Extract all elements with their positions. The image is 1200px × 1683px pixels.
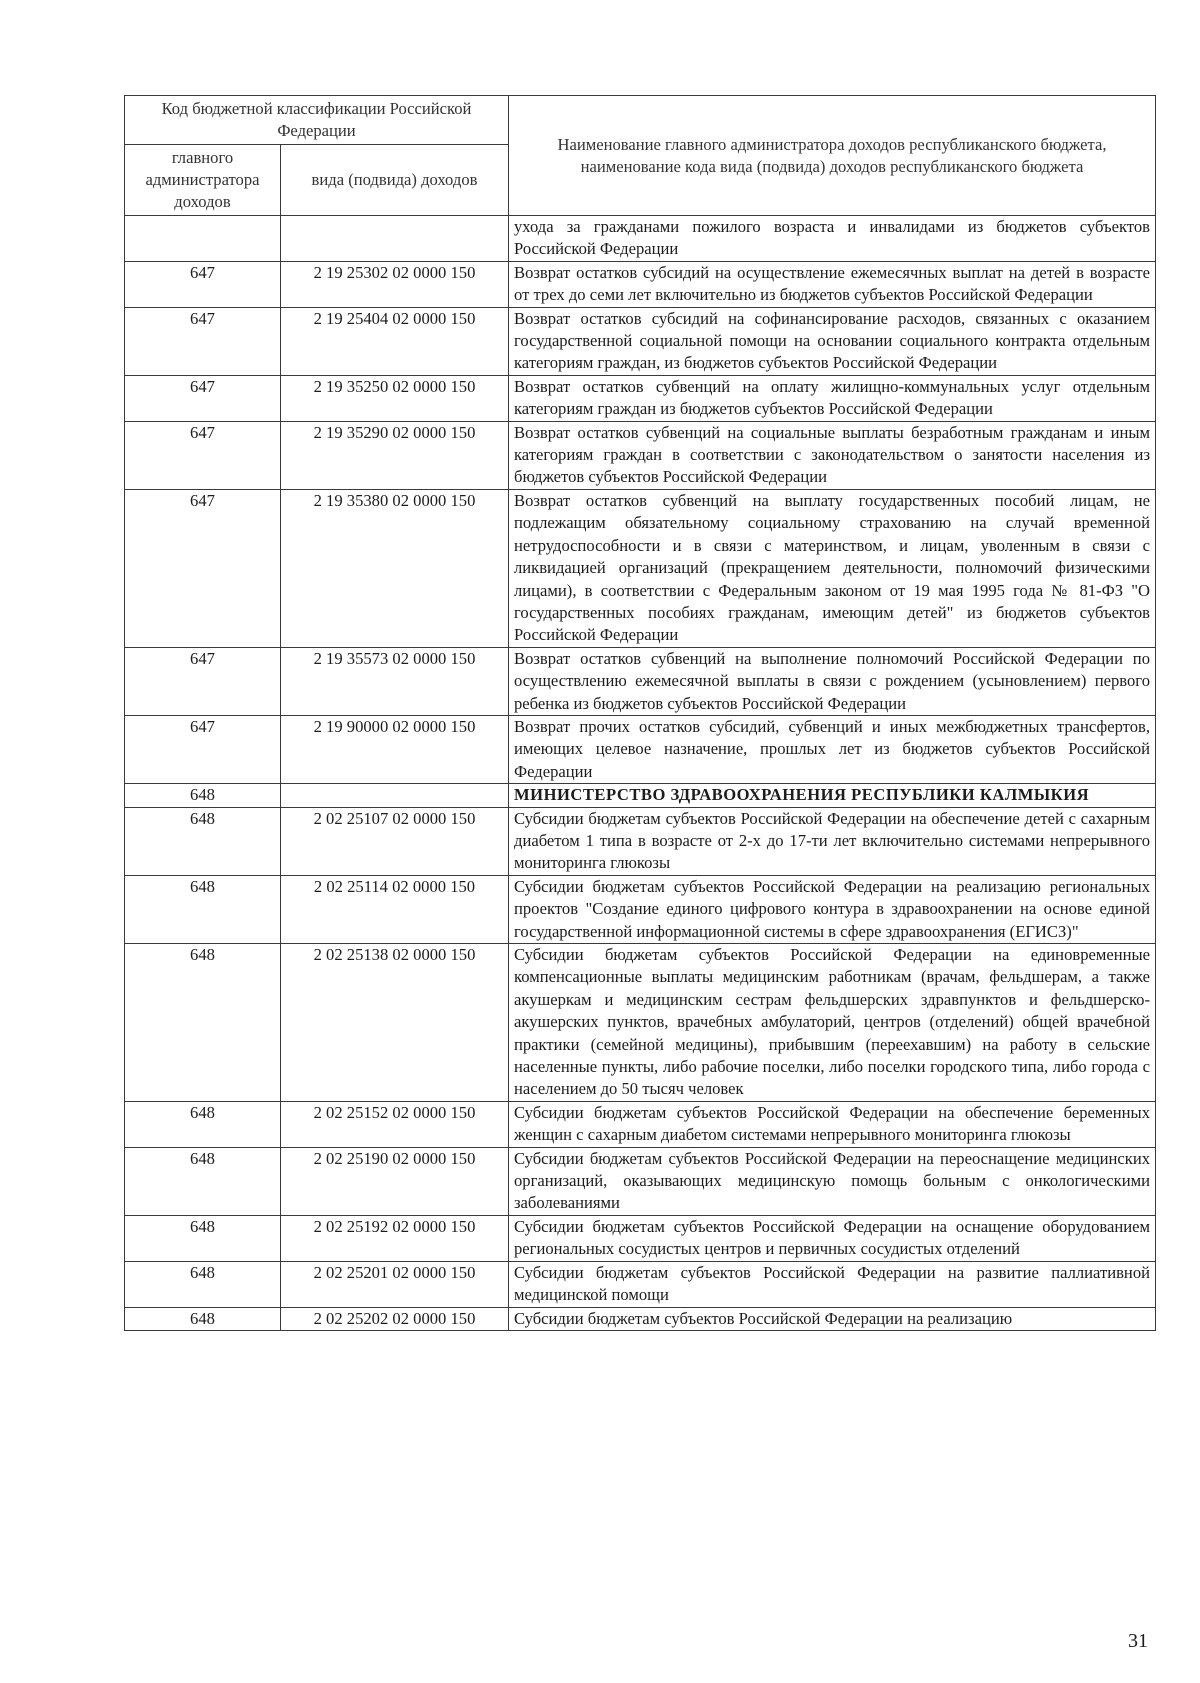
admin-code-cell: 647	[125, 421, 281, 489]
table-row	[125, 807, 1156, 875]
admin-code-cell: 647	[125, 715, 281, 783]
admin-code-cell	[125, 216, 281, 262]
income-code-cell: 2 19 35290 02 0000 150	[281, 421, 509, 489]
income-code-cell: 2 19 25302 02 0000 150	[281, 261, 509, 307]
income-name-cell: Субсидии бюджетам субъектов Российской Федерации на реализацию региональных проектов "Создание единого цифрового контура в здравоохранении на основе единой государственной информационной системы в сфере здравоохранения (ЕГИСЗ)"	[509, 875, 1156, 943]
income-name-cell: ухода за гражданами пожилого возраста и инвалидами из бюджетов субъектов Российской Федерации	[509, 216, 1156, 262]
admin-code-cell: 647	[125, 307, 281, 375]
table-row	[125, 489, 1156, 647]
table-row	[125, 307, 1156, 375]
income-name-cell: Субсидии бюджетам субъектов Российской Федерации на оснащение оборудованием региональных сосудистых центров и первичных сосудистых отделений	[509, 1215, 1156, 1261]
income-code-cell: 2 19 25404 02 0000 150	[281, 307, 509, 375]
income-code-cell: 2 19 35573 02 0000 150	[281, 647, 509, 715]
income-code-cell: 2 02 25190 02 0000 150	[281, 1147, 509, 1215]
income-code-cell: 2 19 35380 02 0000 150	[281, 489, 509, 647]
table-row	[125, 216, 1156, 262]
income-name-cell: Возврат остатков субвенций на оплату жилищно-коммунальных услуг отдельным категориям граждан из бюджетов субъектов Российской Федерации	[509, 375, 1156, 421]
income-name-cell: Субсидии бюджетам субъектов Российской Федерации на реализацию	[509, 1307, 1156, 1330]
table-body	[125, 216, 1156, 1331]
table-row	[125, 647, 1156, 715]
income-code-cell: 2 02 25107 02 0000 150	[281, 807, 509, 875]
income-code-cell: 2 02 25192 02 0000 150	[281, 1215, 509, 1261]
income-name-cell: Субсидии бюджетам субъектов Российской Федерации на обеспечение беременных женщин с сахарным диабетом системами непрерывного мониторинга глюкозы	[509, 1101, 1156, 1147]
table-row	[125, 375, 1156, 421]
income-name-cell: Возврат остатков субсидий на осуществление ежемесячных выплат на детей в возрасте от трех до семи лет включительно из бюджетов субъектов Российской Федерации	[509, 261, 1156, 307]
table-row	[125, 784, 1156, 807]
income-name-cell: Субсидии бюджетам субъектов Российской Федерации на переоснащение медицинских организаций, оказывающих медицинскую помощь больным с онкологическими заболеваниями	[509, 1147, 1156, 1215]
table-row	[125, 1101, 1156, 1147]
admin-code-cell: 648	[125, 875, 281, 943]
income-code-cell: 2 02 25114 02 0000 150	[281, 875, 509, 943]
admin-code-cell: 648	[125, 1101, 281, 1147]
admin-code-cell: 648	[125, 944, 281, 1102]
income-code-cell: 2 19 90000 02 0000 150	[281, 715, 509, 783]
table-row	[125, 875, 1156, 943]
admin-code-cell: 648	[125, 807, 281, 875]
budget-classification-table	[124, 95, 1156, 1331]
income-code-cell: 2 02 25152 02 0000 150	[281, 1101, 509, 1147]
table-row	[125, 1307, 1156, 1330]
table-row	[125, 1261, 1156, 1307]
income-name-cell: Субсидии бюджетам субъектов Российской Федерации на единовременные компенсационные выплаты медицинским работникам (врачам, фельдшерам, а также акушеркам и медицинским сестрам фельдшерских здравпунктов и фельдшерско-акушерских пунктов, врачебных амбулаторий, центров (отделений) общей врачебной практики (семейной медицины), прибывшим (переехавшим) на работу в сельские населенные пункты, либо рабочие поселки, либо поселки городского типа, либо города с населением до 50 тысяч человек	[509, 944, 1156, 1102]
table-row	[125, 261, 1156, 307]
table-row	[125, 715, 1156, 783]
income-code-cell: 2 02 25201 02 0000 150	[281, 1261, 509, 1307]
income-name-cell: Возврат прочих остатков субсидий, субвенций и иных межбюджетных трансфертов, имеющих целевое назначение, прошлых лет из бюджетов субъектов Российской Федерации	[509, 715, 1156, 783]
admin-code-cell: 648	[125, 784, 281, 807]
income-code-cell: 2 02 25202 02 0000 150	[281, 1307, 509, 1330]
income-name-cell: Возврат остатков субсидий на софинансирование расходов, связанных с оказанием государственной социальной помощи на основании социального контракта отдельным категориям граждан, из бюджетов субъектов Российской Федерации	[509, 307, 1156, 375]
income-code-cell: 2 02 25138 02 0000 150	[281, 944, 509, 1102]
admin-code-cell: 647	[125, 489, 281, 647]
income-code-cell	[281, 216, 509, 262]
header-admin-cell: главного администратора доходов	[125, 145, 281, 216]
admin-code-cell: 647	[125, 647, 281, 715]
admin-code-cell: 647	[125, 261, 281, 307]
header-name-cell: Наименование главного администратора доходов республиканского бюджета, наименование кода вида (подвида) доходов республиканского бюджета	[509, 96, 1156, 216]
table-row	[125, 421, 1156, 489]
income-name-cell: Возврат остатков субвенций на социальные выплаты безработным гражданам и иным категориям граждан в соответствии с законодательством о занятости населения из бюджетов субъектов Российской Федерации	[509, 421, 1156, 489]
ministry-name-cell: МИНИСТЕРСТВО ЗДРАВООХРАНЕНИЯ РЕСПУБЛИКИ КАЛМЫКИЯ	[509, 784, 1156, 807]
table-row	[125, 944, 1156, 1102]
admin-code-cell: 647	[125, 375, 281, 421]
header-code-cell: вида (подвида) доходов	[281, 145, 509, 216]
admin-code-cell: 648	[125, 1261, 281, 1307]
table-row	[125, 1147, 1156, 1215]
admin-code-cell: 648	[125, 1215, 281, 1261]
admin-code-cell: 648	[125, 1147, 281, 1215]
page-number: 31	[1128, 1630, 1148, 1652]
income-code-cell	[281, 784, 509, 807]
header-group-cell: Код бюджетной классификации Российской Федерации	[125, 96, 509, 145]
income-name-cell: Возврат остатков субвенций на выплату государственных пособий лицам, не подлежащим обязательному социальному страхованию на случай временной нетрудоспособности и в связи с материнством, и лицам, уволенным в связи с ликвидацией организаций (прекращением деятельности, полномочий физическими лицами), в соответствии с Федеральным законом от 19 мая 1995 года № 81-ФЗ "О государственных пособиях гражданам, имеющим детей" из бюджетов субъектов Российской Федерации	[509, 489, 1156, 647]
income-name-cell: Субсидии бюджетам субъектов Российской Федерации на обеспечение детей с сахарным диабетом 1 типа в возрасте от 2-х до 17-ти лет включительно системами непрерывного мониторинга глюкозы	[509, 807, 1156, 875]
income-name-cell: Возврат остатков субвенций на выполнение полномочий Российской Федерации по осуществлению ежемесячной выплаты в связи с рождением (усыновлением) первого ребенка из бюджетов субъектов Российской Федерации	[509, 647, 1156, 715]
income-name-cell: Субсидии бюджетам субъектов Российской Федерации на развитие паллиативной медицинской помощи	[509, 1261, 1156, 1307]
table-row	[125, 1215, 1156, 1261]
admin-code-cell: 648	[125, 1307, 281, 1330]
income-code-cell: 2 19 35250 02 0000 150	[281, 375, 509, 421]
